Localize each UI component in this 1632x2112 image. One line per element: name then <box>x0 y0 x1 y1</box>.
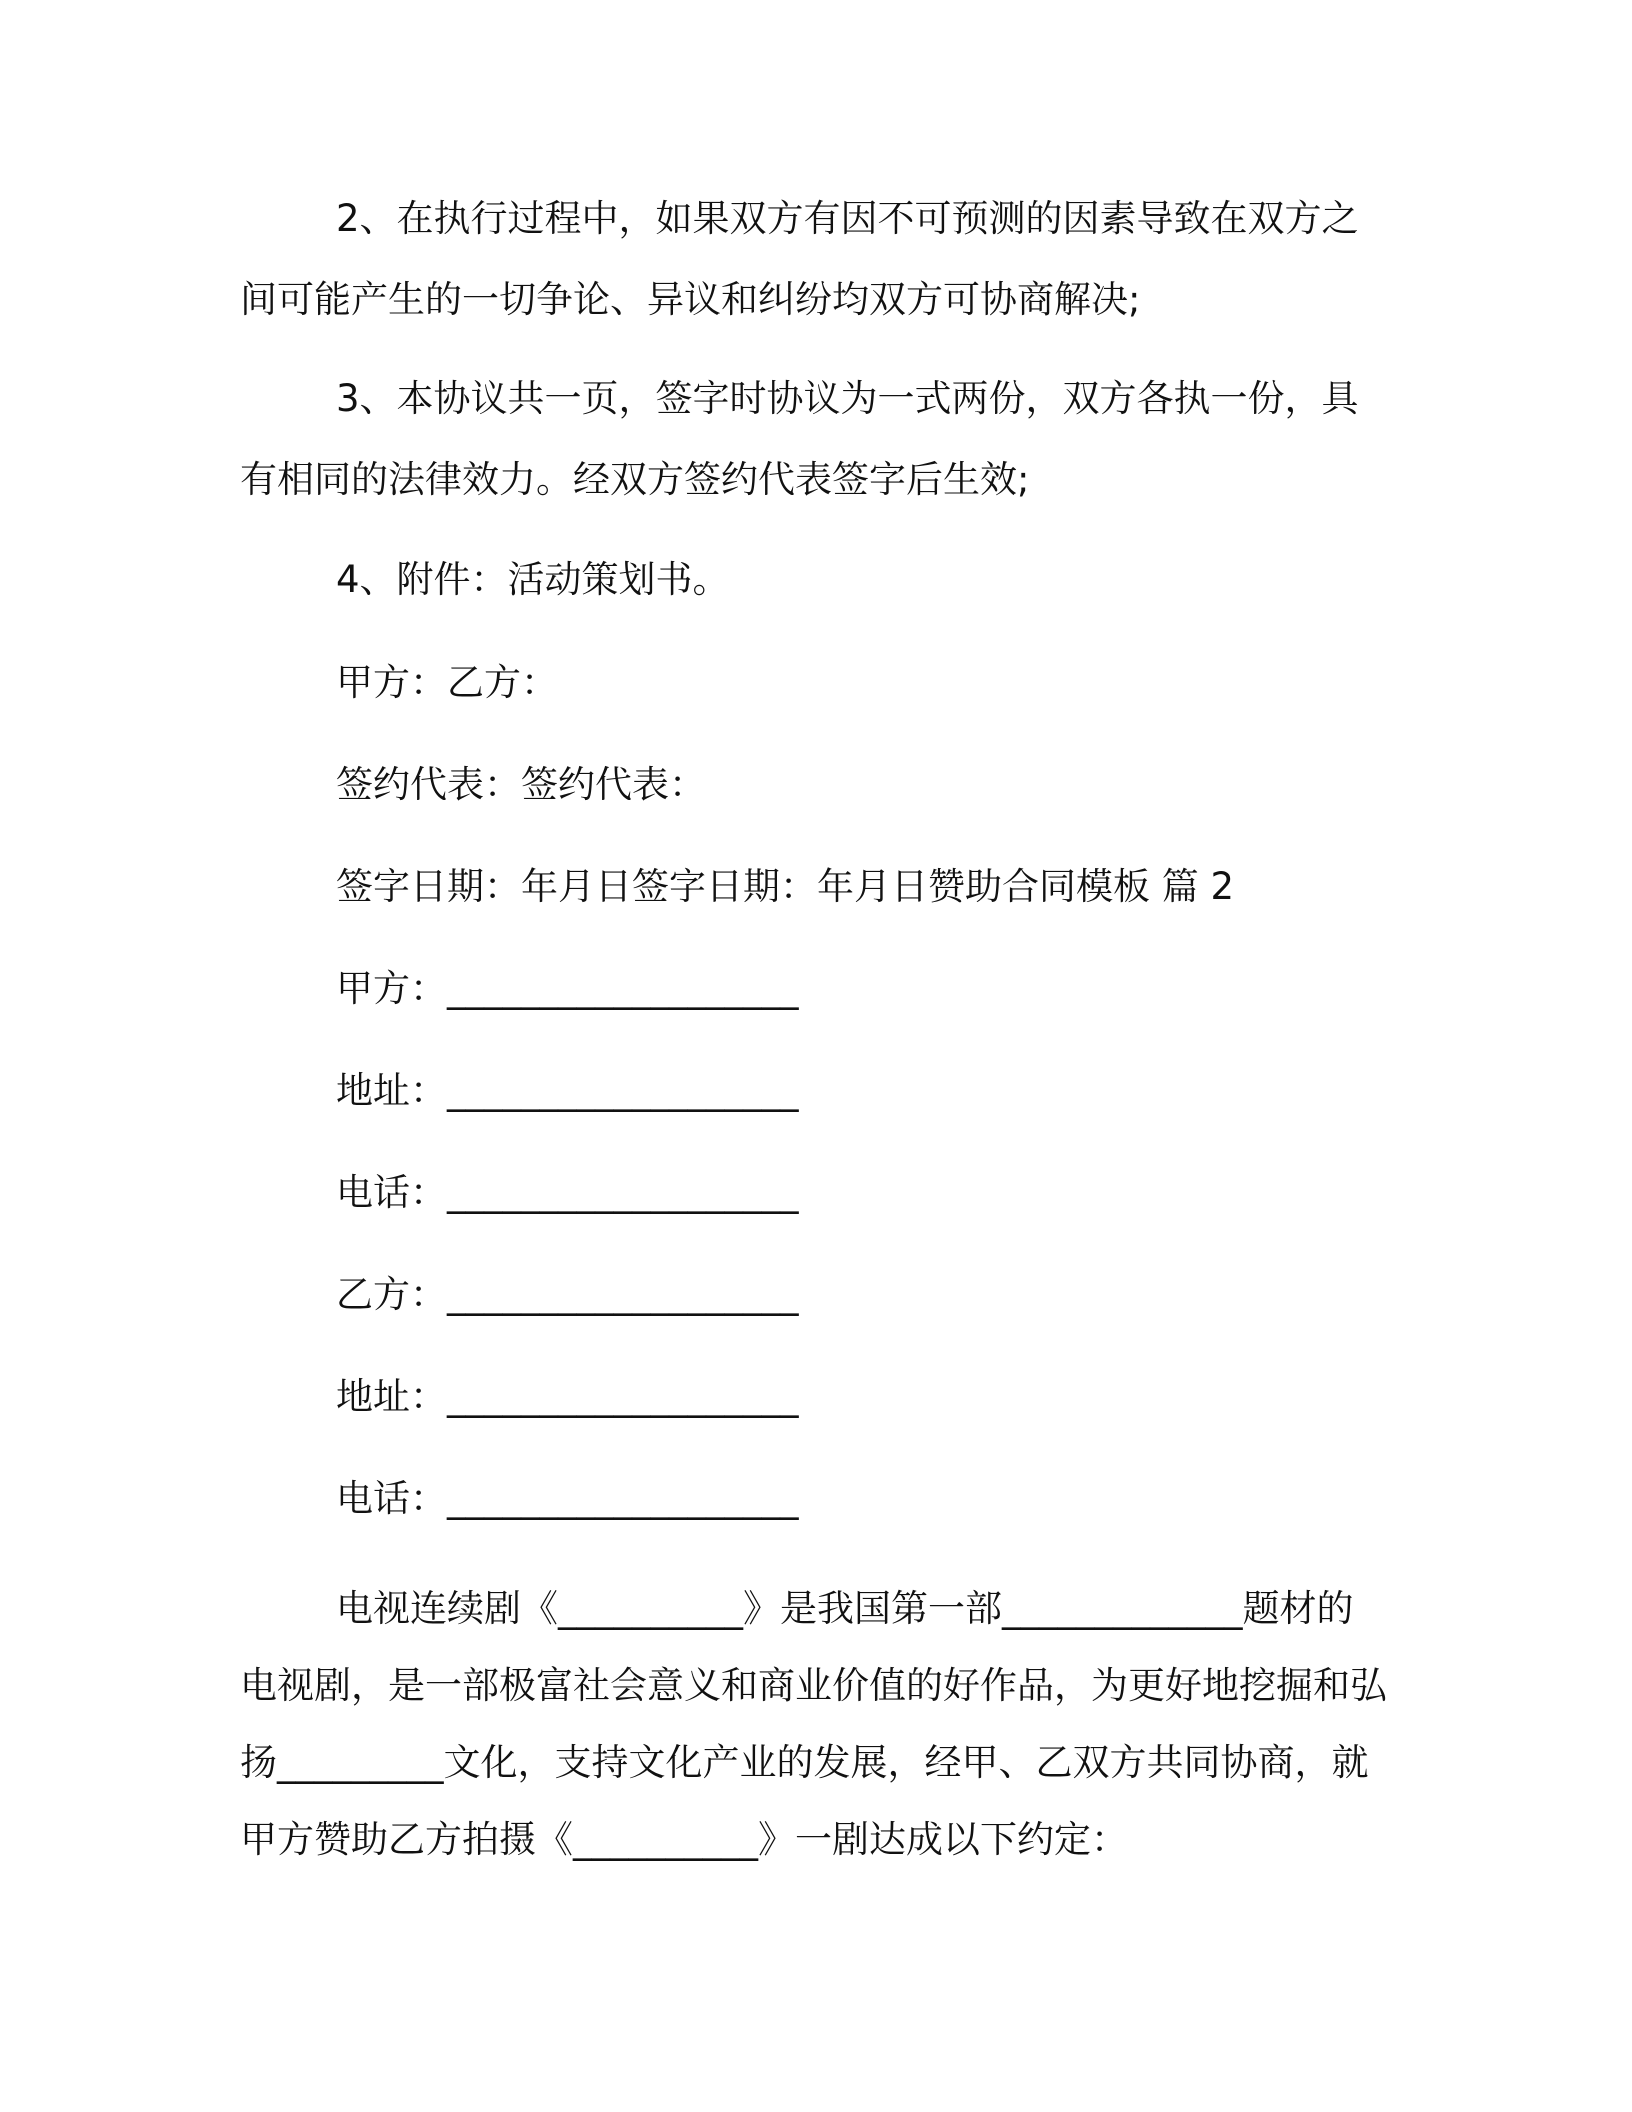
signing-date-line: 签字日期：年月日签字日期：年月日赞助合同模板 篇 2 <box>336 865 1235 908</box>
party-b-phone-field: 电话：___________________ <box>336 1477 799 1520</box>
party-a-address-field: 地址：___________________ <box>336 1069 799 1112</box>
clause-2-paragraph: 2、在执行过程中，如果双方有因不可预测的因素导致在双方之间可能产生的一切争论、异议和纠纷均双方可协商解决; <box>240 197 1359 321</box>
party-b-address-field: 地址：___________________ <box>336 1375 799 1418</box>
party-line: 甲方：乙方： <box>336 661 558 704</box>
party-b-field: 乙方：___________________ <box>336 1273 799 1316</box>
clause-3-paragraph: 3、本协议共一页，签字时协议为一式两份，双方各执一份，具有相同的法律效力。经双方签约代表签字后生效; <box>240 377 1359 501</box>
sponsorship-intro-paragraph: 电视连续剧《__________》是我国第一部_____________题材的电视剧，是一部极富社会意义和商业价值的好作品，为更好地挖掘和弘扬_________文化，支持文化产业的发展，经甲、乙双方共同协商，就甲方赞助乙方拍摄《__________》一剧达成以下约定： <box>240 1587 1387 1861</box>
party-a-field: 甲方：___________________ <box>336 967 799 1010</box>
representative-line: 签约代表：签约代表： <box>336 763 706 806</box>
party-a-phone-field: 电话：___________________ <box>336 1171 799 1214</box>
clause-4-attachment: 4、附件：活动策划书。 <box>336 558 730 601</box>
